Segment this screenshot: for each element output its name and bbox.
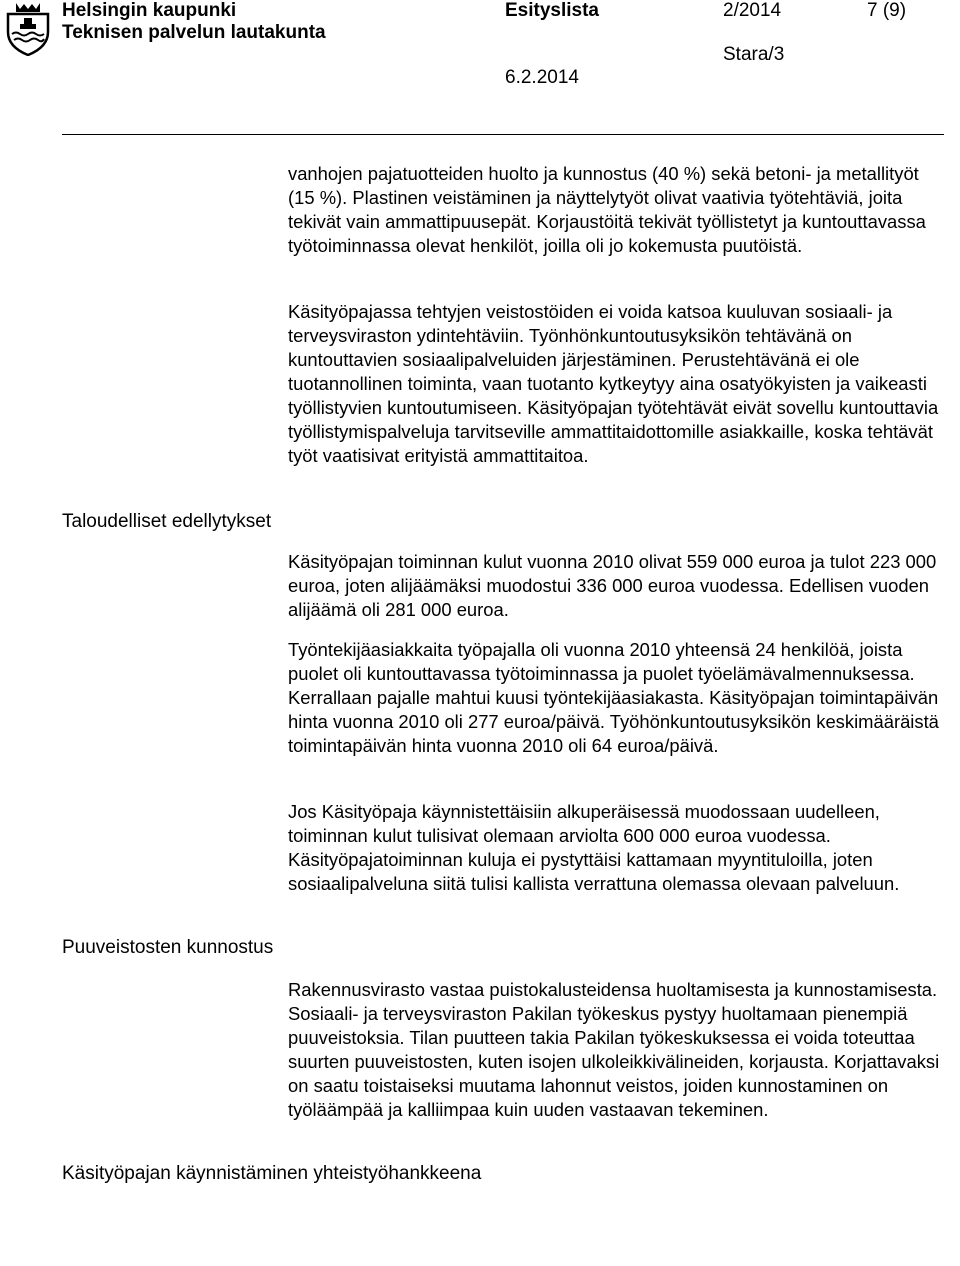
board-name: Teknisen palvelun lautakunta xyxy=(62,22,326,43)
body-paragraph: Käsityöpajassa tehtyjen veistostöiden ei voida katsoa kuuluvan sosiaali- ja terveysviraston ydintehtäviin. Työnhönkuntoutusyksikön tehtävänä on kuntouttavien sosiaalipalveluiden järjestäminen. Perustehtävänä ei ole tuotannollinen toiminta, vaan tuotanto kytkeytyy aina osatyökyisten ja vaikeasti työllistyvien kuntoutumiseen. Käsityöpajan työtehtävät eivät sovellu kuntouttavia työllistymispalveluja tarvitseville ammattitaidottomille asiakkaille, koska tehtävät työt vaatisivat erityistä ammattitaitoa. xyxy=(288,301,939,466)
page-number: 7 (9) xyxy=(867,0,907,21)
document-number: 2/2014 xyxy=(723,0,782,21)
body-paragraph: vanhojen pajatuotteiden huolto ja kunnostus (40 %) sekä betoni- ja metallityöt (15 %). Plastinen veistäminen ja näyttelytyöt olivat vaativia työtehtäviä, joita tekivät vain ammattipuusepät. Korjaustöitä tekivät työllistetyt ja kuntouttavassa työtoiminnassa olevat henkilöt, joilla oli jo kokemusta puutöistä. xyxy=(288,163,926,256)
helsinki-crest-logo xyxy=(2,0,54,56)
body-paragraph: Käsityöpajan toiminnan kulut vuonna 2010 olivat 559 000 euroa ja tulot 223 000 euroa, joten alijäämäksi muodostui 336 000 euroa vuodessa. Edellisen vuoden alijäämä oli 281 000 euroa. xyxy=(288,551,937,620)
org-name: Helsingin kaupunki xyxy=(62,0,237,21)
document-type: Esityslista xyxy=(505,0,599,21)
body-paragraph: Jos Käsityöpaja käynnistettäisiin alkuperäisessä muodossaan uudelleen, toiminnan kulut tulisivat olemaan arviolta 600 000 euroa vuodessa. Käsityöpajatoiminnan kuluja ei pystyttäisi kattamaan myyntituloilla, joten sosiaalipalveluna siitä tulisi kallista verrattuna olemassa olevaan palveluun. xyxy=(288,801,900,894)
heading-restart-as-joint-project: Käsityöpajan käynnistäminen yhteistyöhankkeena xyxy=(62,1163,482,1184)
agenda-item: Stara/3 xyxy=(723,44,785,65)
body-paragraph: Työntekijäasiakkaita työpajalla oli vuonna 2010 yhteensä 24 henkilöä, joista puolet oli kuntouttavassa työtoiminnassa ja puolet työelämävalmennuksessa. Kerrallaan pajalle mahtui kuusi työntekijäasiakasta. Käsityöpajan toimintapäivän hinta vuonna 2010 oli 277 euroa/päivä. Työhönkuntoutusyksikön keskimääräistä toimintapäivän hinta vuonna 2010 oli 64 euroa/päivä. xyxy=(288,639,939,756)
body-paragraph: Rakennusvirasto vastaa puistokalusteidensa huoltamisesta ja kunnostamisesta. Sosiaali- ja terveysviraston Pakilan työkeskus pystyy huoltamaan pienempiä puuveistoksia. Tilan puutteen takia Pakilan työkeskuksessa ei voida toteuttaa suurten puuveistosten, kuten isojen ulkoleikkivälineiden, korjausta. Korjattavaksi on saatu toistaiseksi muutama lahonnut veistos, joiden kunnostaminen on työläämpää ja kalliimpaa kuin uuden vastaavan tekeminen. xyxy=(288,979,940,1120)
heading-economic-conditions: Taloudelliset edellytykset xyxy=(62,511,272,532)
meeting-date: 6.2.2014 xyxy=(505,67,579,88)
header-divider xyxy=(62,134,944,135)
heading-wood-sculpture-repair: Puuveistosten kunnostus xyxy=(62,937,274,958)
